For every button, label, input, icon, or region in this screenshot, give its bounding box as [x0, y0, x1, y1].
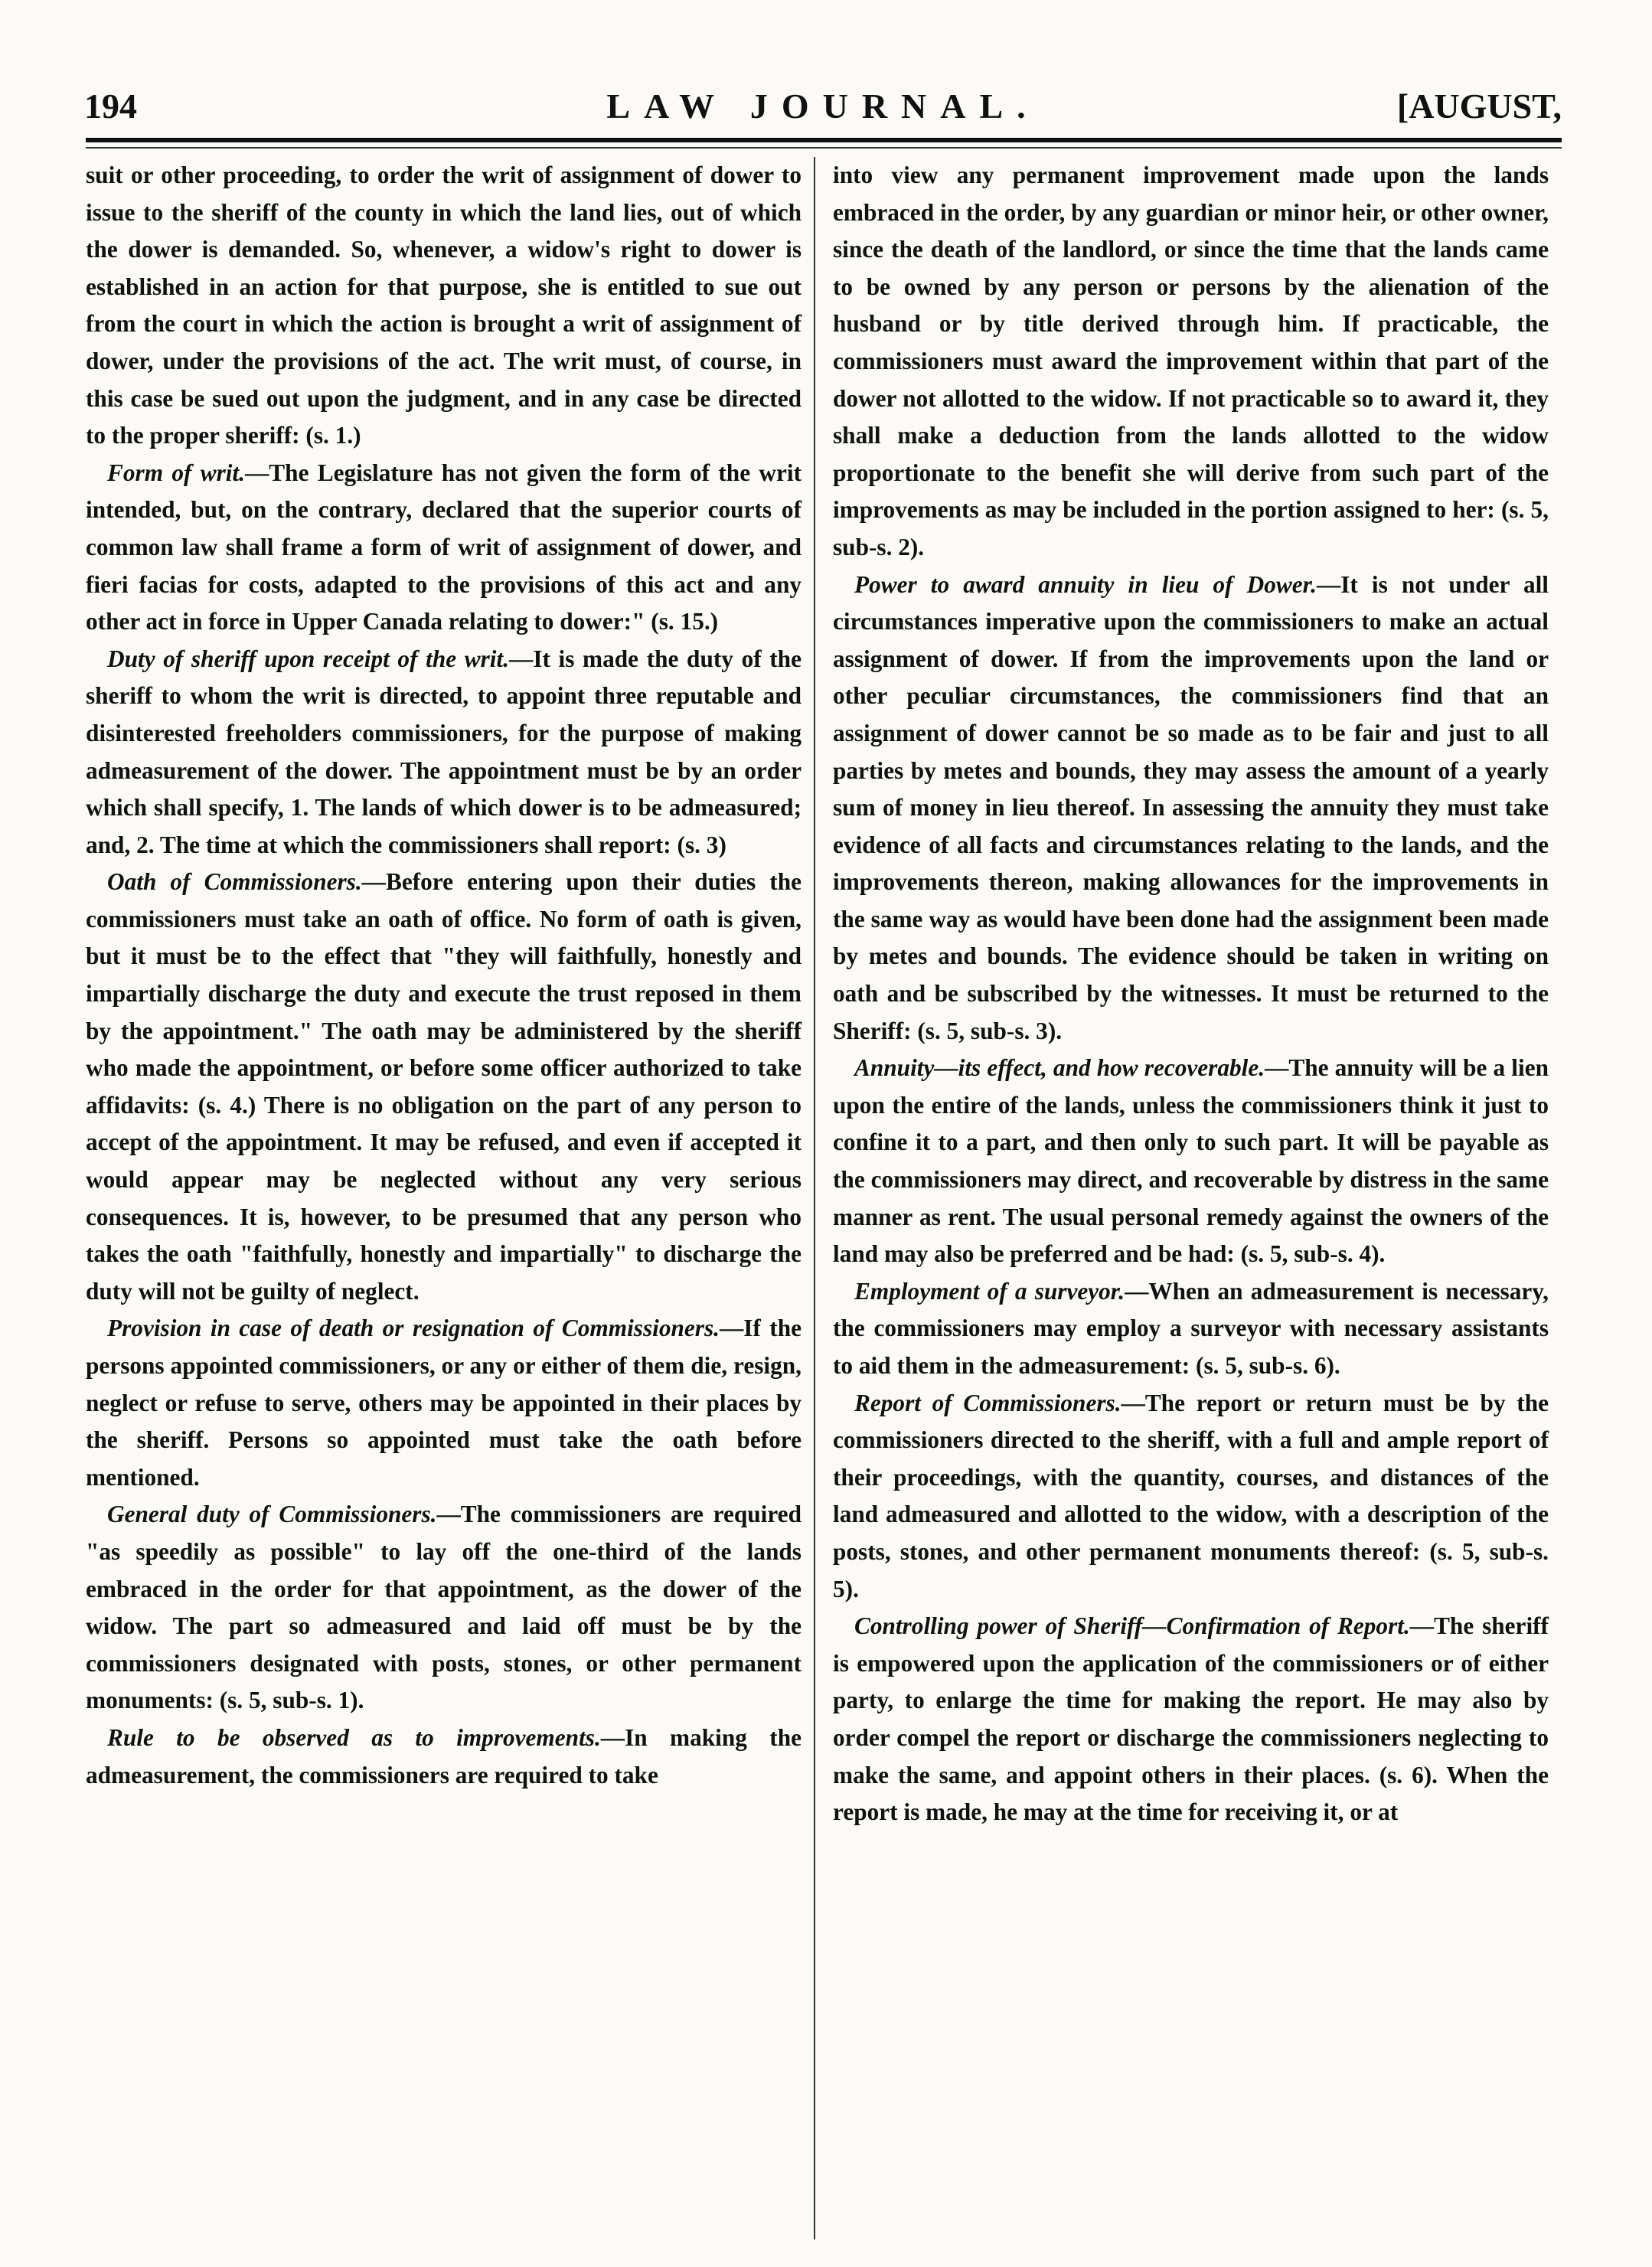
- paragraph: [86, 157, 802, 455]
- paragraph-text: —The report or return must be by the commissioners directed to the sheriff, with a full and ample report of their proceedings, with the quantity, courses, and distances of the land admeasured and allotted to the widow, with a description of the posts, stones, and other permanent monuments thereof: (s. 5, sub-s. 5).: [833, 1389, 1549, 1602]
- paragraph: [86, 1496, 802, 1720]
- paragraph: [86, 1310, 802, 1496]
- paragraph-text: suit or other proceeding, to order the writ of assignment of dower to issue to the sheriff of the county in which the land lies, out of which the dower is demanded. So, whenever, a widow's right to dower is established in an action for that purpose, she is entitled to sue out from the court in which the action is brought a writ of assignment of dower, under the provisions of the act. The writ must, of course, in this case be sued out upon the judgment, and in any case be directed to the proper sheriff: (s. 1.): [86, 162, 802, 449]
- paragraph: [86, 455, 802, 641]
- paragraph-text: —Before entering upon their duties the commissioners must take an oath of office. No form of oath is given, but it must be to the effect that "they will faithfully, honestly and impartially discharge the duty and execute the trust reposed in them by the appointment." The oath may be administered by the sheriff who made the appointment, or before some officer authorized to take affidavits: (s. 4.) There is no obligation on the part of any person to accept of the appointment. It may be refused, and even if accepted it would appear may be neglected without any very serious consequences. It is, however, to be presumed that any person who takes the oath "faithfully, honestly and impartially" to discharge the duty will not be guilty of neglect.: [86, 868, 802, 1305]
- section-heading: Oath of Commissioners.: [107, 868, 362, 896]
- section-heading: Employment of a surveyor.: [854, 1277, 1125, 1305]
- paragraph: [86, 641, 802, 864]
- header-rule: [86, 138, 1562, 142]
- section-heading: Rule to be observed as to improvements.: [107, 1723, 601, 1751]
- running-title: LAW JOURNAL.: [606, 87, 1040, 126]
- column-divider: [814, 157, 815, 2239]
- page-header: [84, 86, 1562, 139]
- header-rule-thin: [86, 147, 1562, 149]
- paragraph-text: into view any permanent improvement made upon the lands embraced in the order, by any guardian or minor heir, or other owner, since the death of the landlord, or since the time that the lands came to be owned by any person or persons by the alienation of the husband or by title derived through him. If practicable, the commissioners must award the improvement within that part of the dower not allotted to the widow. If not practicable so to award it, they shall make a deduction from the lands allotted to the widow proportionate to the benefit she will derive from such part of the improvements as may be included in the portion assigned to her: (s. 5, sub-s. 2).: [833, 162, 1549, 560]
- paragraph-text: —The annuity will be a lien upon the entire of the lands, unless the commissioners think it just to confine it to a part, and then only to such part. It will be payable as the commissioners may direct, and recoverable by distress in the same manner as rent. The usual personal remedy against the owners of the land may also be preferred and be had: (s. 5, sub-s. 4).: [833, 1054, 1549, 1268]
- section-heading: Annuity—its effect, and how recoverable.: [854, 1054, 1265, 1082]
- section-heading: General duty of Commissioners.: [107, 1501, 437, 1528]
- paragraph: [86, 864, 802, 1310]
- section-heading: Power to award annuity in lieu of Dower.: [854, 570, 1317, 598]
- paragraph: [833, 157, 1549, 567]
- paragraph-text: —In making the admeasurement, the commissioners are required to take: [86, 1723, 802, 1788]
- paragraph: [833, 1608, 1549, 1831]
- paragraph: [833, 1050, 1549, 1273]
- paragraph-text: —The sheriff is empowered upon the application of the commissioners or of either party, to enlarge the time for making the report. He may also by order compel the report or discharge the commissioners neglecting to make the same, and appoint others in their places. (s. 6). When the report is made, he may at the time for receiving it, or at: [833, 1612, 1549, 1826]
- section-heading: Report of Commissioners.: [854, 1389, 1121, 1416]
- section-heading: Duty of sheriff upon receipt of the writ.: [107, 645, 510, 672]
- left-column: [86, 157, 802, 1794]
- paragraph-text: —The Legislature has not given the form of the writ intended, but, on the contrary, declared that the superior courts of common law shall frame a form of writ of assignment of dower, and fieri facias for costs, adapted to the provisions of this act and any other act in force in Upper Canada relating to dower:" (s. 15.): [86, 459, 802, 635]
- paragraph-text: —It is made the duty of the sheriff to whom the writ is directed, to appoint three reputable and disinterested freeholders commissioners, for the purpose of making admeasurement of the dower. The appointment must be by an order which shall specify, 1. The lands of which dower is to be admeasured; and, 2. The time at which the commissioners shall report: (s. 3): [86, 645, 802, 858]
- paragraph-text: —When an admeasurement is necessary, the commissioners may employ a surveyor with necessary assistants to aid them in the admeasurement: (s. 5, sub-s. 6).: [833, 1277, 1549, 1379]
- paragraph: [833, 567, 1549, 1050]
- paragraph-text: —If the persons appointed commissioners, or any or either of them die, resign, neglect or refuse to serve, others may be appointed in their places by the sheriff. Persons so appointed must take the oath before mentioned.: [86, 1315, 802, 1491]
- right-column: [833, 157, 1549, 1831]
- paragraph: [833, 1273, 1549, 1385]
- paragraph: [86, 1720, 802, 1794]
- paragraph-text: —The commissioners are required "as speedily as possible" to lay off the one-third of the lands embraced in the order for that appointment, as the dower of the widow. The part so admeasured and laid off must be by the commissioners designated with posts, stones, or other permanent monuments: (s. 5, sub-s. 1).: [86, 1501, 802, 1714]
- page-number: 194: [84, 87, 137, 126]
- section-heading: Form of writ.: [107, 459, 245, 486]
- section-heading: Controlling power of Sheriff—Confirmation of Report.: [854, 1612, 1410, 1640]
- section-heading: Provision in case of death or resignation of Commissioners.: [107, 1315, 720, 1342]
- paragraph-text: —It is not under all circumstances imperative upon the commissioners to make an actual assignment of dower. If from the improvements upon the land or other peculiar circumstances, the commissioners find that an assignment of dower cannot be so made as to be fair and just to all parties by metes and bounds, they may assess the amount of a yearly sum of money in lieu thereof. In assessing the annuity they must take evidence of all facts and circumstances relating to the lands, and the improvements thereon, making allowances for the improvements in the same way as would have been done had the assignment been made by metes and bounds. The evidence should be taken in writing on oath and be subscribed by the witnesses. It must be returned to the Sheriff: (s. 5, sub-s. 3).: [833, 570, 1549, 1044]
- header-month: [AUGUST,: [1396, 87, 1562, 126]
- paragraph: [833, 1385, 1549, 1609]
